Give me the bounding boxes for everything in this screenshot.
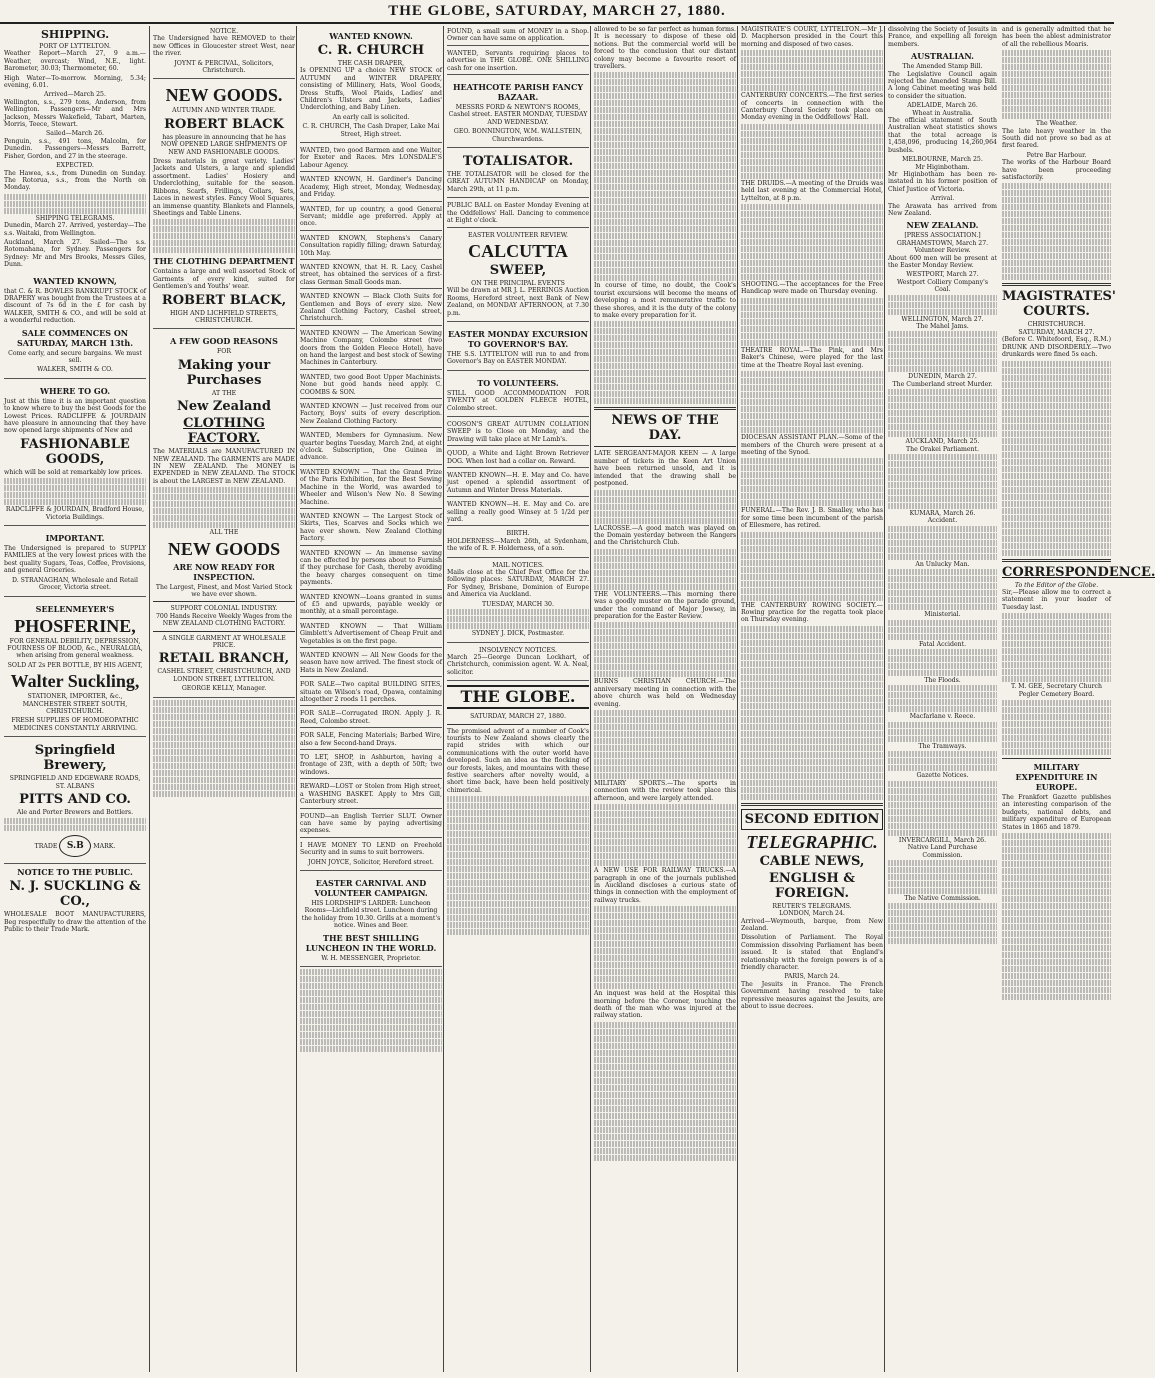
crc-sign: C. R. CHURCH, The Cash Draper, Lake Mai Street, High street. — [302, 123, 440, 138]
expected-heading: EXPECTED. — [56, 162, 94, 170]
sale-heading: SALE COMMENCES ON SATURDAY, MARCH 13th. — [17, 327, 133, 348]
wellington-dateline: WELLINGTON, March 27. — [901, 315, 984, 323]
ad-suckling-co — [4, 867, 146, 933]
cable-news-heading: CABLE NEWS, — [759, 853, 865, 869]
ready-heading: ARE NOW READY FOR INSPECTION. — [173, 561, 275, 582]
mail-heading: MAIL NOTICES. — [492, 561, 544, 569]
higinbotham-heading: Mr Higinbotham. — [915, 163, 970, 171]
mail-text: Mails close at the Chief Post Office for the following places: SATURDAY, MARCH 27. For Sydney, Brisbane, Dominion of Europe and America via Auckland. — [447, 569, 589, 599]
excursion-heading: EASTER MONDAY EXCURSION TO GOVERNOR'S BAY. — [448, 328, 588, 349]
auckland-dateline: AUCKLAND, March 25. — [905, 438, 980, 446]
news-item-7: An inquest was held at the Hospital this morning before the Coroner, touching the death of the man who was injured at the railway station. — [594, 990, 736, 1020]
totalisator-text: THE TOTALISATOR will be closed for the GREAT AUTUMN HANDICAP on Monday, March 29th, at 11 p.m. — [447, 171, 589, 193]
cooson-sweep: COOSON'S GREAT AUTUMN COLLATION SWEEP is to Close on Monday, and the Drawing will take place at Mr Lamb's. — [447, 419, 589, 446]
wanted-7: WANTED KNOWN — The American Sewing Machine Company, Colombo street (two doors from the Golden Fleece Hotel), have on hand the largest and best stock of Sewing Machines in Canterbury. — [300, 328, 442, 370]
mahel-heading: The Mahel Jams. — [916, 323, 969, 330]
ad-money-lend — [300, 840, 442, 871]
where-heading: WHERE TO GO. — [40, 385, 110, 396]
calcutta-heading: CALCUTTA — [468, 240, 568, 261]
news-item-12: THEATRE ROYAL.—The Pink, and Mrs Baker's Chinese, were played for the last time at the Theatre Royal last evening. — [741, 346, 883, 369]
grahamstown-dateline: GRAHAMSTOWN, March 27. — [896, 239, 989, 247]
insolvency-heading: INSOLVENCY NOTICES. — [478, 646, 558, 654]
right-text-a: and is generally admitted that he has been the ablest administrator of all the rebellious Moaris. — [1002, 26, 1111, 48]
wanted-6: WANTED KNOWN — Black Cloth Suits for Gentlemen and Boys of every size. New Zealand Clothing Factory, Cashel street, Christchurch. — [300, 291, 442, 326]
notice-public-heading: NOTICE TO THE PUBLIC. — [17, 867, 133, 878]
money-lend-sign: JOHN JOYCE, Solicitor, Hereford street. — [308, 858, 434, 866]
for-sale-1: FOR SALE—Two capital BUILDING SITES, situate on Wilson's road, Opawa, containing altogether 2 roods 11 perches. — [300, 679, 442, 706]
column-7b — [1002, 26, 1155, 1001]
volunteers-heading: TO VOLUNTEERS. — [477, 377, 559, 388]
telegrams-heading: SHIPPING TELEGRAMS. — [35, 214, 115, 222]
jesuits-cont: dissolving the Society of Jesuits in France, and expelling all foreign members. — [888, 26, 997, 48]
phosferine-heading: SEELENMEYER'S — [35, 603, 115, 614]
brewery-text: SPRINGFIELD AND EDGEWARE ROADS, ST. ALBANS — [9, 775, 141, 790]
news-item-1: LATE SERGEANT-MAJOR KEEN — A large number of tickets in the Keen Art Union have been returned unsold, and it is intended that the drawing shall be postponed. — [594, 450, 736, 488]
wanted-may-1: WANTED KNOWN—H. E. May and Co. have just opened a splendid assortment of Autumn and Winter Dress Materials. — [447, 470, 589, 497]
melbourne-dateline: MELBOURNE, March 25. — [902, 156, 983, 164]
wanted-15: WANTED KNOWN — That William Gimblett's Advertisement of Cheap Fruit and Vegetables is on the first page. — [300, 621, 442, 648]
insolvency-notices — [447, 645, 589, 682]
editorial-cont-a: allowed to be so far perfect as human forms. It is necessary to dispose of these old notions. But the commercial world will be forced to the conclusion that our distant colony may become a favourite resort of travellers. — [594, 26, 736, 71]
magistrates-place: CHRISTCHURCH. — [1027, 321, 1086, 329]
news-item-4: BURNS CHRISTIAN CHURCH.—The anniversary meeting in connection with the above church was held on Wednesday evening. — [594, 678, 736, 708]
high-water: High Water—To-morrow. Morning, 5.34; evening, 6.01. — [4, 74, 146, 90]
cable-jesuits: The Jesuits in France. The French Government having resolved to take repressive measures against the Jesuits, are about to issue decrees. — [741, 980, 883, 1011]
ad-totalisator — [447, 150, 589, 198]
column-3 — [296, 26, 442, 1372]
dunedin-dateline: DUNEDIN, March 27. — [908, 373, 977, 381]
colliery-heading: Westport Colliery Company's Coal. — [896, 278, 989, 294]
shipping-heading: SHIPPING. — [40, 28, 110, 41]
arrival-text: The Arawata has arrived from New Zealand. — [888, 202, 997, 217]
news-item-15: THE CANTERBURY ROWING SOCIETY.—Rowing practice for the regatta took place on Thursday evening. — [741, 601, 883, 624]
auckland-text: Auckland, March 27. Sailed—The s.s. Rotomahana, for Sydney. Passengers for Sydney: Mr and Mrs Brooks, Messrs Giles, Dunn. — [4, 238, 146, 269]
ad-bowles-heading: WANTED KNOWN, — [33, 275, 117, 286]
retail-addr: CASHEL STREET, CHRISTCHURCH, AND LONDON STREET, LYTTELTON. — [157, 668, 291, 683]
reasons-purchases: Making your Purchases — [177, 357, 271, 388]
retail-branch: RETAIL BRANCH, — [158, 651, 290, 667]
correspondence-sub: To the Editor of the Globe. — [1014, 581, 1099, 589]
unlucky-heading: An Unlucky Man. — [915, 560, 970, 568]
cable-sub-heading: ENGLISH & FOREIGN. — [768, 870, 856, 901]
crc-sub: THE CASH DRAPER, — [337, 60, 405, 67]
adelaide-dateline: ADELAIDE, March 26. — [907, 102, 978, 110]
expected-text: The Hawea, s.s., from Dunedin on Sunday. The Rotorua, s.s., from the North on Monday. — [4, 169, 146, 192]
wanted-10: WANTED, Members for Gymnasium. New quarter begins Tuesday, March 2nd, at eight o'clock. Subscription, One Guinea in advance. — [300, 430, 442, 465]
native-land-heading: Native Land Purchase Commission. — [907, 844, 978, 859]
column-1 — [4, 26, 146, 1372]
wanted-11: WANTED KNOWN — That the Grand Prize of the Paris Exhibition, for the Best Sewing Machine in the World, was awarded to Wheeler and Wilson's New No. 8 Sewing Machine. — [300, 467, 442, 509]
military-heading: MILITARY EXPENDITURE IN EUROPE. — [1015, 761, 1098, 792]
ad-bowles — [4, 271, 146, 379]
magistrates-date: SATURDAY, MARCH 27. — [1018, 328, 1095, 336]
column-4 — [443, 26, 589, 1372]
ad-important — [4, 528, 146, 596]
masthead — [0, 0, 1114, 24]
phosferine-text: FOR GENERAL DEBILITY, DEPRESSION, FOURNESS OF BLOOD, &c., NEURALGIA, when arising from general weakness. — [7, 637, 143, 660]
to-let: TO LET, SHOP, in Ashburton, having a frontage of 23ft, with a depth of 50ft; two windows. — [300, 752, 442, 779]
globe-title: THE GLOBE. — [447, 685, 589, 709]
wanted-14: WANTED KNOWN—Loans granted in sums of £5 and upwards, payable weekly or monthly, at a small percentage. — [300, 592, 442, 619]
where-sign: RADCLIFFE & JOURDAIN, Bradford House, Victoria Buildings. — [5, 506, 145, 521]
gazette-heading: Gazette Notices. — [916, 772, 969, 780]
ready-text: The Largest, Finest, and Most Varied Stock we have ever shown. — [155, 583, 293, 598]
heathcote-text: MESSRS FORD & NEWTON'S ROOMS, Cashel street. EASTER MONDAY, TUESDAY AND WEDNESDAY. — [448, 104, 588, 126]
review-heading: EASTER VOLUNTEER REVIEW. — [468, 231, 568, 239]
sale-sign: WALKER, SMITH & CO. — [37, 366, 113, 374]
wheat-heading: Wheat in Australia. — [912, 109, 973, 117]
important-text: The Undersigned is prepared to SUPPLY FAMILIES at the very lowest prices with the best quality Sugars, Teas, Coffee, Provisions, and general Groceries. — [4, 545, 146, 575]
wanted-3: WANTED, for up country, a good General Servant; middle age preferred. Apply at once. — [300, 204, 442, 231]
crc-text: Is OPENING UP a choice NEW STOCK of AUTUMN and WINTER DRAPERY, consisting of Millinery, Hats, Wool Goods, Dress Stuffs, Wool Plaids, Ladies' and Children's Ulsters and Jackets, Ladies' Underclothing, and Baby Linen. — [300, 67, 442, 112]
calcutta-text: Will be drawn at MR J. L. PERRINGS Auction Rooms, Hereford street, next Bank of New Zealand, on MONDAY AFTERNOON, at 7.30 p.m. — [447, 287, 589, 317]
higinbotham-text: Mr Higinbotham has been re-instated in his former position of Chief Justice of Victoria. — [888, 170, 997, 193]
excursion-text: THE S.S. LYTTELTON will run to and from Governor's Bay on EASTER MONDAY. — [447, 350, 589, 366]
sailed-text: Penguin, s.s., 491 tons, Malcolm, for Dunedin. Passengers—Messrs Barrett, Fisher, Gordon, and 27 in the steerage. — [4, 137, 146, 160]
mail-tuesday: TUESDAY, MARCH 30. — [482, 600, 554, 608]
ad-volunteers — [447, 373, 589, 417]
newspaper-title: THE GLOBE, SATURDAY, MARCH 27, 1880. — [388, 3, 726, 19]
arrival-heading: Arrival. — [930, 195, 955, 203]
kumara-dateline: KUMARA, March 26. — [909, 510, 976, 518]
phosferine-sub: SOLD AT 2s PER BOTTLE, BY HIS AGENT, — [7, 661, 143, 669]
second-edition-heading: SECOND EDITION — [741, 809, 883, 830]
money-lend-text: I HAVE MONEY TO LEND on Freehold Security and in sums to suit borrowers. — [300, 841, 442, 857]
notice-text: The Undersigned have REMOVED to their new Offices in Gloucester street West, near the river. — [153, 35, 295, 58]
where-text: Just at this time it is an important question to know where to buy the best Goods for the Lowest Prices. RADCLIFFE & JOURDAIN have pleasure in announcing that they have now opened large shipments of New and — [4, 397, 146, 435]
new-zealand-heading: NEW ZEALAND. — [906, 220, 979, 231]
orakei-heading: The Orakei Parliament. — [906, 445, 979, 453]
nj-suckling-text: WHOLESALE BOOT MANUFACTURERS, Beg respectfully to draw the attention of the Public to their Trade Mark. — [4, 911, 146, 934]
cable-arrived: Arrived—Weymouth, barque, from New Zealand. — [741, 917, 883, 932]
ministerial-heading: Ministerial. — [924, 611, 961, 619]
ad-notice-removed — [153, 26, 295, 79]
lost-dog: QUOD, a White and Light Brown Retriever DOG. When lost had a collar on. Reward. — [447, 448, 589, 468]
new-goods-heading: NEW GOODS. — [165, 85, 283, 106]
wanted-5: WANTED KNOWN, that H. R. Lacy, Cashel street, has obtained the services of a first-class German Small Goods man. — [300, 262, 442, 289]
ad-phosferine — [4, 599, 146, 738]
cable-text: Dissolution of Parliament. The Royal Commission dissolving Parliament has been issued. It is stated that England's relationship with the foreign powers is of a friendly character. — [741, 934, 883, 971]
editorial-lead: The promised advent of a number of Cook's tourists to New Zealand shows clearly the rapid strides with which our communications with the outer world have developed. Such an idea as the flocking of our forests, lakes, and mountains with these festive searchers after novelty would, a short time back, have been held positively chimerical. — [447, 727, 589, 794]
port-heading: PORT OF LYTTELTON. — [39, 43, 111, 50]
australian-heading: AUSTRALIAN. — [911, 51, 974, 62]
stamp-text: The Legislative Council again rejected the Amended Stamp Bill. A long Cabinet meeting was held to consider the situation. — [888, 70, 997, 100]
notice-heading: NOTICE. — [209, 28, 239, 35]
mail-sign: SYDNEY J. DICK, Postmaster. — [471, 630, 565, 638]
autumn-heading: AUTUMN AND WINTER TRADE. — [172, 107, 276, 115]
black-sign: ROBERT BLACK, — [161, 292, 287, 308]
weather-report: Weather Report—March 27, 9 a.m.—Weather, overcast; Wind, N.E., light. Barometer, 30.03; Thermometer, 60. — [4, 50, 146, 73]
accident-heading: Accident. — [927, 517, 958, 525]
reasons-at-the: AT THE — [211, 389, 237, 397]
single-garment: A SINGLE GARMENT AT WHOLESALE PRICE. — [162, 634, 286, 650]
pitts-big: PITTS AND CO. — [19, 791, 131, 807]
important-heading: IMPORTANT. — [45, 533, 105, 544]
news-item-11: SHOOTING.—The acceptances for the Free Handicap were made on Thursday evening. — [741, 281, 883, 296]
vol-review-text: About 600 men will be present at the Easter Monday Review. — [888, 254, 997, 269]
easter-carnival-heading: EASTER CARNIVAL AND VOLUNTEER CAMPAIGN. — [314, 877, 428, 898]
reasons-nz: New Zealand — [177, 399, 271, 415]
notice-sign: JOYNT & PERCIVAL, Solicitors, Christchurch. — [174, 59, 274, 75]
floods-heading: The Floods. — [924, 677, 961, 685]
stamp-heading: The Amended Stamp Bill. — [902, 63, 983, 71]
cable-agency: REUTER'S TELEGRAMS. — [772, 902, 852, 910]
birth-text: HOLDERNESS—March 26th, at Sydenham, the wife of R. F. Holderness, of a son. — [447, 537, 589, 553]
volunteers-text: STILL GOOD ACCOMMODATION FOR TWENTY at GOLDEN FLEECE HOTEL, Colombo street. — [447, 389, 589, 412]
sailed-heading: Sailed—March 26. — [46, 130, 104, 138]
suckling-text: STATIONER, IMPORTER, &c., MANCHESTER STREET SOUTH, CHRISTCHURCH. — [22, 693, 128, 715]
reasons-text: The MATERIALS are MANUFACTURED IN NEW ZEALAND. The GARMENTS are MADE IN NEW ZEALAND. The MONEY is EXPENDED in NEW ZEALAND. The STOCK is about the LARGEST in NEW ZEALAND. — [153, 448, 295, 485]
wanted-13: WANTED KNOWN — An immense saving can be effected by persons about to Furnish if they purchase for Cash, thereby avoiding the heavy charges consequent on time payments. — [300, 548, 442, 590]
clothing-dept-heading: THE CLOTHING DEPARTMENT — [153, 256, 295, 267]
for-sale-3: FOR SALE, Fencing Materials; Barbed Wire, also a few Second-hand Drays. — [300, 730, 442, 750]
column-6 — [737, 26, 883, 1372]
trade-mark — [4, 835, 146, 857]
sweep-heading: SWEEP, — [489, 262, 547, 278]
retail-sign: GEORGE KELLY, Manager. — [181, 685, 267, 693]
mail-notices — [447, 560, 589, 643]
phosferine-big: PHOSFERINE, — [14, 615, 136, 636]
hands-text: 700 Hands Receive Weekly Wages from the NEW ZEALAND CLOTHING FACTORY. — [155, 612, 293, 628]
lunch-sign: W. H. MESSENGER, Proprietor. — [321, 954, 421, 962]
ad-bowles-text: that C. & R. BOWLES BANKRUPT STOCK of DRAPERY was bought from the Trustees at a discount of 7s 6d in the £ for cash by WALKER, SMITH & CO., and will be sold at a wonderful reduction. — [4, 287, 146, 325]
nj-suckling-big: N. J. SUCKLING & CO., — [9, 879, 141, 910]
insolvency-text: March 25—George Duncan Lockhart, of Christchurch, commission agent. W. A. Neal, solicitor. — [447, 653, 589, 676]
wanted-servants: WANTED, Servants requiring places to advertise in THE GLOBE. ONE SHILLING cash for one insertion. — [447, 48, 589, 75]
tramways-heading: The Tramways. — [918, 742, 967, 750]
black-list: Dress materials in great variety. Ladies' Jackets and Ulsters, a large and splendid assortment. Ladies' Hosiery and Underclothing, suitable for the season. Ribbons, Scarfs, Frillings, Collars, Sets, Laces in newest styles. Fancy Wool Squares, an immense quantity. Blankets and Flannels, Sheetings and Table Linens. — [153, 158, 295, 217]
wanted-16: WANTED KNOWN — All New Goods for the season have now arrived. The finest stock of Hats in New Zealand. — [300, 650, 442, 677]
public-ball: PUBLIC BALL on Easter Monday Evening at the Oddfellows' Hall. Dancing to commence at Eight o'clock. — [447, 200, 589, 227]
heathcote-heading: HEATHCOTE PARISH FANCY BAZAAR. — [452, 82, 584, 103]
harbour-text: The works of the Harbour Board have been proceeding satisfactorily. — [1002, 159, 1111, 182]
ad-brewery — [4, 739, 146, 864]
wanted-may-2: WANTED KNOWN—H. E. May and Co. are selling a really good Winsey at 5 1/2d per yard. — [447, 499, 589, 526]
correspondence-heading: CORRESPONDENCE. — [1002, 564, 1155, 580]
reasons-heading: A FEW GOOD REASONS — [170, 336, 278, 347]
news-item-6: A NEW USE FOR RAILWAY TRUCKS.—A paragraph in one of the journals published in Auckland discloses a curious state of things in connection with the employment of railway trucks. — [594, 867, 736, 904]
vol-review-heading: Volunteer Review. — [914, 247, 971, 255]
principal-events: ON THE PRINCIPAL EVENTS — [471, 279, 565, 287]
cable-paris: PARIS, March 24. — [784, 973, 840, 981]
magistrates-heading: MAGISTRATES' COURTS. — [1002, 289, 1116, 320]
column-7 — [884, 26, 1155, 1372]
wanted-9: WANTED KNOWN — Just received from our Factory, Boys' suits of every description. New Zealand Clothing Factory. — [300, 401, 442, 428]
for-sale-2: FOR SALE—Corrugated IRON. Apply J. R. Reed, Colombo street. — [300, 708, 442, 728]
news-item-3: THE VOLUNTEERS.—This morning there was a goodly muster on the parade ground, under the command of Major Jowsey, in preparation for the Easter Review. — [594, 590, 736, 620]
telegrams-text: Dunedin, March 27. Arrived, yesterday—The s.s. Waitaki, from Wellington. — [4, 222, 146, 237]
found-terrier: FOUND—an English Terrier SLUT. Owner can have same by paying advertising expenses. — [300, 811, 442, 838]
ad-heathcote-bazaar — [447, 77, 589, 148]
wanted-known-heading: WANTED KNOWN. — [329, 31, 413, 41]
ad-where-to-go — [4, 381, 146, 526]
heathcote-sign: GEO. BONNINGTON, W.M. WALLSTEIN, Churchwardens. — [453, 128, 583, 143]
column-7a — [888, 26, 997, 945]
murder-heading: The Cumberland street Murder. — [892, 380, 993, 388]
ad-cr-church — [300, 26, 442, 143]
totalisator-heading: TOTALISATOR. — [462, 154, 574, 170]
reward: REWARD—LOST or Stolen from High street, a WASHING BASKET. Apply to Mrs Gill, Canterbury street. — [300, 781, 442, 808]
where-big: FASHIONABLE GOODS, — [20, 436, 130, 467]
news-item-13: DIOCESAN ASSISTANT PLAN.—Some of the members of the Church were present at a meeting of the Synod. — [741, 434, 883, 456]
sale-sub: Come early, and secure bargains. We must sell. — [8, 349, 142, 364]
reasons-factory: CLOTHING FACTORY. — [183, 416, 265, 447]
lunch-heading: THE BEST SHILLING LUNCHEON IN THE WORLD. — [305, 932, 437, 953]
where-text2: which will be sold at remarkably low prices. — [4, 468, 143, 476]
wheat-text: The official statement of South Australian wheat statistics shows that the total acreage is 1,458,096, producing 14,260,964 bushels. — [888, 117, 997, 154]
native-comm-heading: The Native Commission. — [904, 894, 981, 902]
brewery-big: Springfield Brewery, — [34, 743, 116, 774]
column-5 — [590, 26, 736, 1372]
important-sign: D. STRANAGHAN, Wholesale and Retail Grocer, Victoria street. — [11, 576, 139, 592]
birth-heading: BIRTH. — [506, 530, 530, 538]
crc-heading: C. R. CHURCH — [317, 43, 425, 58]
crc-call: An early call is solicited. — [332, 113, 410, 121]
wanted-12: WANTED KNOWN — The Largest Stock of Skirts, Ties, Scarves and Socks which we have ever shown. New Zealand Clothing Factory. — [300, 511, 442, 546]
telegraphic-heading: TELEGRAPHIC. — [746, 831, 878, 852]
correspondence-sign: T. M. GEE, Secretary Church Pegler Cemetery Board. — [1010, 683, 1103, 698]
black-text: has pleasure in announcing that he has NOW OPENED LARGE SHIPMENTS OF NEW AND FASHIONABLE GOODS. — [160, 133, 288, 156]
easter-carnival-text: HIS LORDSHIP'S LARDER: Luncheon Rooms—Lichfield street. Luncheon during the holiday from 10.30. Grills at a moment's notice. Wines and Beer. — [301, 899, 441, 930]
support-colonial: SUPPORT COLONIAL INDUSTRY. — [170, 605, 278, 613]
news-of-the-day-heading: NEWS OF THE DAY. — [611, 413, 719, 444]
harbour-heading: Petre Bar Harbour. — [1026, 151, 1087, 159]
black-addr: HIGH AND LICHFIELD STREETS, CHRISTCHURCH. — [169, 309, 279, 324]
military-text: The Frankfort Gazette publishes an interesting comparison of the budgets, national debts, and military expenditure of European States in 1865 and 1879. — [1002, 793, 1111, 831]
trade-mark-left: TRADE — [34, 843, 58, 851]
black-heading: ROBERT BLACK — [164, 116, 284, 132]
news-item-2: LACROSSE.—A good match was played on the Domain yesterday between the Rangers and the Christchurch Club. — [594, 524, 736, 547]
westport-dateline: WESTPORT, March 27. — [906, 271, 979, 279]
pitts-text: Ale and Porter Brewers and Bottlers. — [16, 808, 134, 816]
weather-text: The late heavy weather in the South did not prove so bad as at first feared. — [1002, 127, 1111, 150]
ad-calcutta-sweep — [447, 230, 589, 322]
weather-heading: The Weather. — [1035, 120, 1078, 128]
ad-nz-clothing-factory — [153, 331, 295, 697]
news-item-9: CANTERBURY CONCERTS.—The first series of concerts in connection with the Canterbury Choral Society took place on Monday evening in the Oddfellows' Hall. — [741, 92, 883, 122]
fatal-heading: Fatal Accident. — [918, 640, 967, 648]
macfarlane-heading: Macfarlane v. Reece. — [909, 713, 976, 721]
wanted-1: WANTED, two good Barmen and one Waiter, for Exeter and Races. Mrs LONSDALE'S Labour Agency. — [300, 145, 442, 172]
trade-mark-right: MARK. — [93, 843, 116, 851]
globe-date: SATURDAY, MARCH 27, 1880. — [470, 713, 566, 721]
ad-excursion — [447, 324, 589, 371]
wanted-8: WANTED, two good Boot Upper Machinists. None but good hands need apply. C. COOMBS & SON. — [300, 372, 442, 399]
press-association: [PRESS ASSOCIATION.] — [904, 232, 981, 240]
arrived-heading: Arrived—March 25. — [44, 91, 106, 99]
news-item-14: FUNERAL.—The Rev. J. B. Smalley, who has for some time been incumbent of the parish of Ellesmere, has retired. — [741, 507, 883, 530]
found-money: FOUND, a small sum of MONEY in a Shop. Owner can have same on application. — [447, 26, 589, 46]
magistrates-text: (Before C. Whitefoord, Esq., R.M.) DRUNK AND DISORDERLY.—Two drunkards were fined 5s each. — [1002, 336, 1111, 359]
news-item-8: MAGISTRATE'S COURT, LYTTELTON.—Mr J. D. Macpherson presided in the Court this morning and disposed of two cases. — [741, 26, 883, 48]
trade-mark-logo: S.B — [59, 835, 91, 857]
arrived-text: Wellington, s.s., 279 tons, Anderson, from Wellington. Passengers—Mr and Mrs Jackson, Messrs Wakefield, Tabart, Marten, Morris, Teece, Stewart. — [4, 98, 146, 129]
wanted-4: WANTED KNOWN, Stephens's Canary Consultation rapidly filling; drawn Saturday, 10th May. — [300, 233, 442, 260]
ad-easter-carnival — [300, 873, 442, 967]
news-item-5: MILITARY SPORTS.—The sports in connection with the review took place this afternoon, and were largely attended. — [594, 779, 736, 802]
reasons-for: FOR — [216, 348, 232, 356]
news-item-10: THE DRUIDS.—A meeting of the Druids was held last evening at the Commercial Hotel, Lyttelton, at 8 p.m. — [741, 179, 883, 202]
birth-notice — [447, 528, 589, 557]
wanted-2: WANTED KNOWN, H. Gardiner's Dancing Academy, High street, Monday, Wednesday, and Friday. — [300, 174, 442, 201]
column-2 — [149, 26, 295, 1372]
ad-robert-black — [153, 81, 295, 329]
clothing-dept-text: Contains a large and well assorted Stock of Garments of every kind, suited for Gentlemen's and Youths' wear. — [153, 268, 295, 291]
suckling-sub: FRESH SUPPLIES OF HOMOEOPATHIC MEDICINES CONSTANTLY ARRIVING. — [11, 717, 139, 732]
correspondence-text: Sir,—Please allow me to correct a statement in your leader of Tuesday last. — [1002, 588, 1111, 611]
suckling-big: Walter Suckling, — [10, 671, 140, 692]
cable-place: LONDON, March 24. — [779, 910, 845, 918]
all-the: ALL THE — [209, 529, 239, 537]
invercargill-dateline: INVERCARGILL, March 26. — [898, 836, 987, 844]
editorial-cont-b: In course of time, no doubt, the Cook's tourist excursions will become the means of developing a most remunerative traffic to these shores, and it is the duty of the colony to make every preparation for it. — [594, 282, 736, 320]
new-goods-2: NEW GOODS — [167, 538, 281, 559]
